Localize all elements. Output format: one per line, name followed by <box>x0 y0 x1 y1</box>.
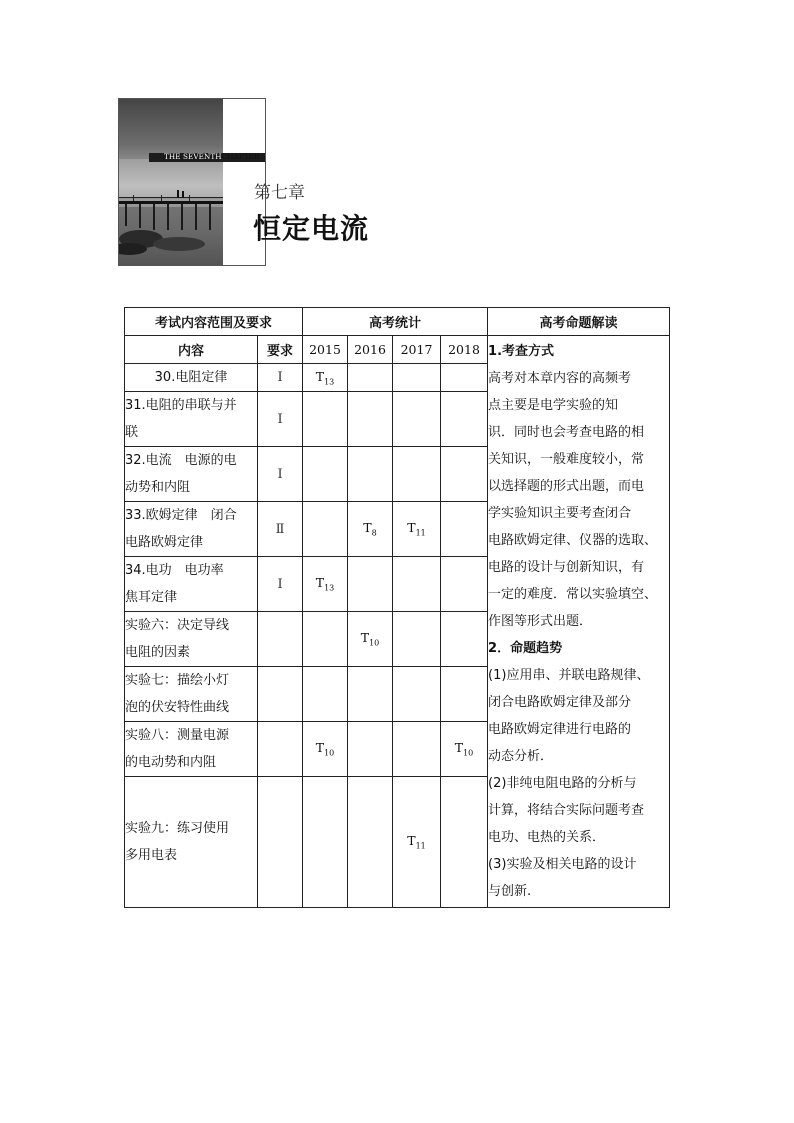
content-cell <box>125 392 258 447</box>
content-line: 实验九：练习使用 <box>125 821 230 836</box>
chapter-banner <box>118 98 266 266</box>
year-mark-cell <box>393 612 441 667</box>
question-letter: T <box>407 520 416 536</box>
content-cell <box>125 667 258 722</box>
header-stats: 高考统计 <box>303 308 488 336</box>
year-2017: 2017 <box>393 336 441 364</box>
requirement-cell <box>258 667 303 722</box>
question-number: 11 <box>415 841 426 851</box>
content-line: 实验六：决定导线 <box>125 618 230 633</box>
requirement-cell: Ⅱ <box>258 502 303 557</box>
year-mark-cell <box>393 447 441 502</box>
year-mark-cell <box>393 392 441 447</box>
question-letter: T <box>315 740 325 756</box>
exam-table <box>124 307 670 908</box>
year-mark-cell <box>303 722 348 777</box>
year-mark-cell <box>303 364 348 392</box>
interpretation-line: 以选择题的形式出题，而电 <box>488 479 645 494</box>
requirement-cell <box>258 722 303 777</box>
question-number: 10 <box>324 748 335 758</box>
year-mark-cell <box>348 447 393 502</box>
year-mark-cell <box>348 364 393 392</box>
interpretation-line: (1)应用串、并联电路规律、 <box>488 668 650 683</box>
year-2016: 2016 <box>348 336 393 364</box>
content-line: 泡的伏安特性曲线 <box>125 700 230 715</box>
year-mark-cell <box>303 667 348 722</box>
question-number: 10 <box>369 638 380 648</box>
content-cell <box>125 722 258 777</box>
subheader-content: 内容 <box>125 336 258 364</box>
content-line: 多用电表 <box>125 848 178 863</box>
content-line: 焦耳定律 <box>125 590 178 605</box>
question-letter: T <box>407 833 416 849</box>
interpretation-heading: 1.考查方式 <box>488 344 555 359</box>
interpretation-line: 点主要是电学实验的知 <box>488 398 619 413</box>
year-mark-cell <box>303 612 348 667</box>
question-number: 11 <box>415 528 426 538</box>
interpretation-line: 学实验知识主要考查闭合 <box>488 506 632 521</box>
content-line: 电阻的因素 <box>125 645 191 660</box>
table-subheader-row <box>125 336 670 364</box>
year-mark-cell <box>393 502 441 557</box>
chapter-english-title: THE SEVENTHCHAPTER <box>164 152 260 161</box>
question-letter: T <box>315 575 325 591</box>
question-letter: T <box>363 520 372 536</box>
year-mark-cell <box>441 392 488 447</box>
question-letter: T <box>360 630 370 646</box>
chapter-title: 恒定电流 <box>253 212 370 245</box>
content-cell <box>125 364 258 392</box>
interpretation-heading: 2．命题趋势 <box>488 641 563 656</box>
year-mark-cell <box>441 364 488 392</box>
year-mark-cell <box>348 612 393 667</box>
interpretation-line: 与创新. <box>488 884 532 899</box>
interpretation-line: (2)非纯电阻电路的分析与 <box>488 776 637 791</box>
interpretation-line: 关知识，一般难度较小，常 <box>488 452 645 467</box>
interpretation-line: 电路欧姆定律进行电路的 <box>488 722 632 737</box>
requirement-cell: Ⅰ <box>258 392 303 447</box>
interpretation-line: 计算，将结合实际问题考查 <box>488 803 645 818</box>
interpretation-line: 作图等形式出题． <box>488 614 593 629</box>
chapter-english-tail: CHAPTER <box>221 152 260 161</box>
year-mark-cell <box>348 722 393 777</box>
year-mark-cell <box>348 392 393 447</box>
year-mark-cell <box>348 777 393 908</box>
year-mark-cell <box>303 447 348 502</box>
interpretation-line: 电路的设计与创新知识，有 <box>488 560 645 575</box>
year-mark-cell <box>303 777 348 908</box>
year-mark-cell <box>393 722 441 777</box>
year-mark-cell <box>348 667 393 722</box>
year-mark-cell <box>441 777 488 908</box>
subheader-requirement: 要求 <box>258 336 303 364</box>
chapter-label: 第七章 <box>254 183 305 203</box>
interpretation-line: 动态分析． <box>488 749 554 764</box>
content-line: 32.电流 电源的电 <box>125 453 237 468</box>
content-line: 实验八：测量电源 <box>125 728 230 743</box>
year-2015: 2015 <box>303 336 348 364</box>
content-line: 33.欧姆定律 闭合 <box>125 508 237 523</box>
requirement-cell: Ⅰ <box>258 557 303 612</box>
content-line: 动势和内阻 <box>125 480 191 495</box>
question-letter: T <box>315 368 325 384</box>
question-number: 13 <box>324 583 335 593</box>
year-mark-cell <box>393 557 441 612</box>
question-number: 10 <box>463 748 474 758</box>
content-cell <box>125 447 258 502</box>
year-mark-cell <box>441 667 488 722</box>
requirement-cell: Ⅰ <box>258 364 303 392</box>
question-number: 13 <box>324 377 335 387</box>
question-letter: T <box>454 740 464 756</box>
content-line: 31.电阻的串联与并 <box>125 398 237 413</box>
year-mark-cell <box>441 557 488 612</box>
content-line: 34.电功 电功率 <box>125 563 224 578</box>
year-mark-cell <box>393 667 441 722</box>
year-mark-cell <box>348 557 393 612</box>
content-line: 实验七：描绘小灯 <box>125 673 230 688</box>
year-mark-cell <box>348 502 393 557</box>
interpretation-line: 高考对本章内容的高频考 <box>488 371 632 386</box>
year-mark-cell <box>303 557 348 612</box>
content-line: 联 <box>125 425 139 440</box>
year-mark-cell <box>303 502 348 557</box>
year-2018: 2018 <box>441 336 488 364</box>
year-mark-cell <box>441 502 488 557</box>
content-line: 的电动势和内阻 <box>125 755 217 770</box>
pier-photo <box>119 99 223 265</box>
table-header-row <box>125 308 670 336</box>
content-line: 电路欧姆定律 <box>125 535 204 550</box>
interpretation-line: 电功、电热的关系． <box>488 830 606 845</box>
interpretation-line: 一定的难度．常以实验填空、 <box>488 587 658 602</box>
interpretation-line: 电路欧姆定律、仪器的选取、 <box>488 533 658 548</box>
question-number: 8 <box>371 528 377 538</box>
interpretation-line: (3)实验及相关电路的设计 <box>488 857 637 872</box>
requirement-cell: Ⅰ <box>258 447 303 502</box>
requirement-cell <box>258 777 303 908</box>
year-mark-cell <box>441 722 488 777</box>
interpretation-cell <box>488 336 670 908</box>
year-mark-cell <box>393 364 441 392</box>
content-cell <box>125 777 258 908</box>
year-mark-cell <box>393 777 441 908</box>
year-mark-cell <box>441 447 488 502</box>
interpretation-line: 闭合电路欧姆定律及部分 <box>488 695 632 710</box>
content-cell <box>125 557 258 612</box>
header-interpretation: 高考命题解读 <box>488 308 670 336</box>
year-mark-cell <box>441 612 488 667</box>
content-cell <box>125 612 258 667</box>
content-line: 30.电阻定律 <box>154 370 228 385</box>
interpretation-line: 识．同时也会考查电路的相 <box>488 425 645 440</box>
header-scope: 考试内容范围及要求 <box>125 308 303 336</box>
requirement-cell <box>258 612 303 667</box>
year-mark-cell <box>303 392 348 447</box>
content-cell <box>125 502 258 557</box>
